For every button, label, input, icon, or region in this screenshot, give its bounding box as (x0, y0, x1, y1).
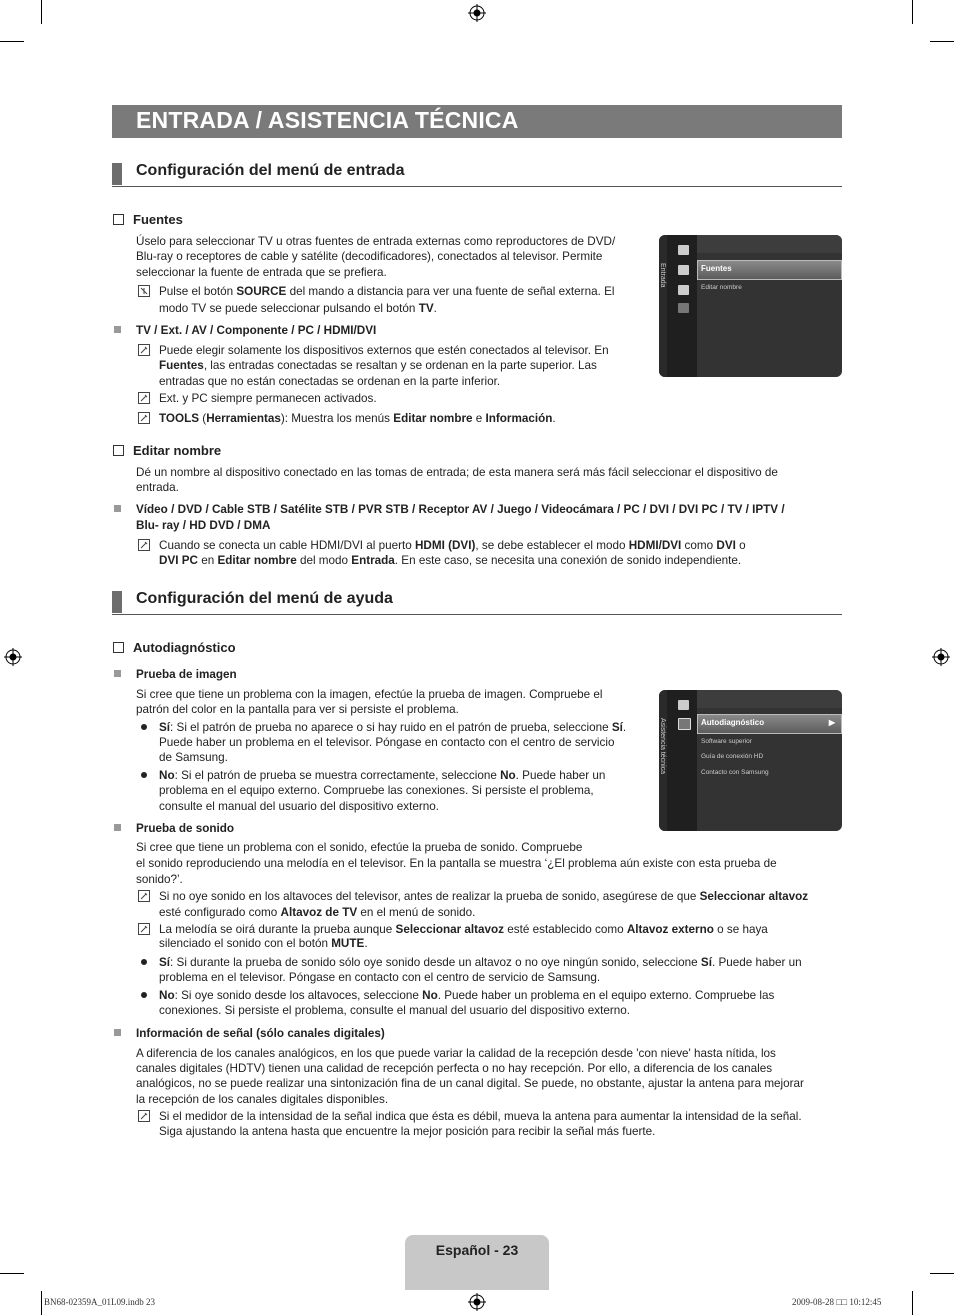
note-line: Pulse el botón SOURCE del mando a distancia para ver una fuente de señal externa. El (159, 285, 615, 298)
app-icon (678, 700, 689, 710)
section-marker (112, 591, 122, 613)
page-title: ENTRADA / ASISTENCIA TÉCNICA (136, 107, 519, 133)
paragraph-line: Blu-ray o receptores de cable y satélite (decodificadores), conectados al televisor. Permite (136, 250, 603, 263)
paragraph-line: Úselo para seleccionar TV u otras fuentes de entrada externas como reproductores de DVD/ (136, 235, 616, 248)
note-line: entradas que no están conectadas se ordenan en la parte inferior. (159, 375, 501, 388)
subsection-editar (113, 443, 221, 458)
tv-menu-screenshot (659, 690, 842, 831)
page-title-bar (112, 105, 842, 138)
note-line: Siga ajustando la antena hasta que encuentre la mejor posición para recibir la señal más fuerte. (159, 1125, 656, 1138)
bullet-line: No: Si el patrón de prueba se muestra correctamente, seleccione No. Puede haber un (159, 769, 606, 782)
menu-item: Guía de conexión HD (701, 753, 764, 760)
note-line: TOOLS (Herramientas): Muestra los menús Editar nombre e Información. (159, 412, 556, 425)
subsection-fuentes (113, 212, 183, 227)
crop-mark (0, 41, 24, 42)
app-icon (678, 285, 689, 295)
bullet-dot (141, 772, 147, 778)
crop-mark (912, 1291, 913, 1315)
section-heading (112, 590, 842, 615)
menu-item-selected: Autodiagnóstico ▶ (697, 714, 842, 734)
paragraph-line: canales digitales (HDTV) tienen una calidad de recepción perfecta o no hay recepción. Por ello, a diferencia de los canales (136, 1062, 773, 1075)
paragraph-line: sonido?’. (136, 873, 183, 886)
help-icon (678, 303, 689, 313)
side-label: Asistencia técnica (659, 718, 666, 775)
note-line: Cuando se conecta un cable HDMI/DVI al puerto HDMI (DVI), se debe establecer el modo HDMI/DVI como DVI o (159, 539, 746, 552)
note-line: Ext. y PC siempre permanecen activados. (159, 392, 377, 405)
section-marker (112, 163, 122, 185)
bullet-line: consulte el manual del usuario del dispositivo externo. (159, 800, 440, 813)
menu-item: Editar nombre (701, 284, 742, 291)
subsection-title: Fuentes (133, 212, 183, 227)
bold-item: Prueba de sonido (136, 822, 235, 835)
registration-mark-icon (468, 4, 486, 22)
subsection-title: Autodiagnóstico (133, 640, 236, 655)
checkbox-icon (113, 642, 124, 653)
note-line: Puede elegir solamente los dispositivos externos que estén conectados al televisor. En (159, 344, 609, 357)
note-icon (138, 923, 150, 935)
help-icon (678, 718, 691, 730)
registration-mark-icon (932, 648, 950, 666)
note-icon (138, 1110, 150, 1122)
registration-mark-icon (4, 648, 22, 666)
bullet-line: conexiones. Si persiste el problema, consulte el manual del usuario del dispositivo externo. (159, 1004, 631, 1017)
note-line: Si no oye sonido en los altavoces del televisor, antes de realizar la prueba de sonido, asegúrese de que Seleccionar altavoz (159, 890, 809, 903)
note-line: Si el medidor de la intensidad de la señal indica que ésta es débil, mueva la antena para aumentar la intensidad de la señal. (159, 1110, 802, 1123)
bullet-line: problema en el televisor. Póngase en contacto con el centro de servicio de Samsung. (159, 971, 601, 984)
note-icon (138, 539, 150, 551)
print-file-info: BN68-02359A_01L09.indb 23 (44, 1297, 155, 1307)
bold-item: Blu- ray / HD DVD / DMA (136, 519, 271, 532)
checkbox-icon (113, 445, 124, 456)
page-number-tab (405, 1235, 549, 1290)
note-line: esté configurado como Altavoz de TV en el menú de sonido. (159, 906, 476, 919)
square-bullet-icon (114, 1029, 121, 1036)
crop-mark (930, 41, 954, 42)
paragraph-line: seleccionar la fuente de entrada que se prefiera. (136, 266, 387, 279)
side-label: Entrada (659, 263, 666, 288)
crop-mark (41, 1291, 42, 1315)
note-line: modo TV se puede seleccionar pulsando el botón TV. (159, 302, 437, 315)
bullet-line: Puede haber un problema en el televisor. Póngase en contacto con el centro de servicio (159, 736, 615, 749)
note-icon (138, 890, 150, 902)
input-icon (678, 265, 689, 275)
paragraph-line: entrada. (136, 481, 179, 494)
section-heading (112, 162, 842, 187)
paragraph-line: el sonido reproduciendo una melodía en el televisor. En la pantalla se muestra ‘¿El problema aún existe con esta prueba de (136, 857, 777, 870)
bold-item: Prueba de imagen (136, 668, 237, 681)
print-date-info: 2009-08-28 □□ 10:12:45 (792, 1297, 882, 1307)
menu-item: Software superior (701, 738, 752, 745)
bullet-line: No: Si oye sonido desde los altavoces, seleccione No. Puede haber un problema en el equipo externo. Compruebe las (159, 989, 775, 1002)
bullet-dot (141, 992, 147, 998)
checkbox-icon (113, 214, 124, 225)
bullet-line: problema en el equipo externo. Compruebe las conexiones. Si persiste el problema, (159, 784, 594, 797)
note-line: silenciado el sonido con el botón MUTE. (159, 937, 368, 950)
note-icon (138, 344, 150, 356)
square-bullet-icon (114, 670, 121, 677)
menu-item: Contacto con Samsung (701, 769, 769, 776)
note-icon (138, 392, 150, 404)
bullet-line: Sí: Si durante la prueba de sonido sólo oye sonido desde un altavoz o no oye ningún sonido, seleccione Sí. Puede haber un (159, 956, 802, 969)
subsection-title: Editar nombre (133, 443, 222, 458)
remote-note-icon (138, 285, 150, 297)
bold-item: Vídeo / DVD / Cable STB / Satélite STB / PVR STB / Receptor AV / Juego / Videocámara / PC / DVI / DVI PC / TV / IPTV / (136, 503, 785, 516)
paragraph-line: Si cree que tiene un problema con el sonido, efectúe la prueba de sonido. Compruebe (136, 841, 583, 854)
bold-item: TV / Ext. / AV / Componente / PC / HDMI/DVI (136, 324, 377, 337)
square-bullet-icon (114, 824, 121, 831)
paragraph-line: A diferencia de los canales analógicos, en los que puede variar la calidad de la recepción desde 'con nieve' hasta nítida, los (136, 1047, 776, 1060)
paragraph-line: patrón del color en la pantalla para ver si persiste el problema. (136, 703, 459, 716)
paragraph-line: la recepción de los canales digitales disponibles. (136, 1093, 389, 1106)
crop-mark (41, 0, 42, 24)
paragraph-line: Dé un nombre al dispositivo conectado en las tomas de entrada; de esta manera será más fácil seleccionar el dispositivo de (136, 466, 778, 479)
paragraph-line: Si cree que tiene un problema con la imagen, efectúe la prueba de imagen. Compruebe el (136, 688, 603, 701)
note-line: La melodía se oirá durante la prueba aunque Seleccionar altavoz esté establecido como Altavoz externo o se haya (159, 923, 768, 936)
registration-mark-icon (468, 1293, 486, 1311)
note-icon (138, 412, 150, 424)
menu-item-selected: Fuentes (697, 260, 842, 280)
paragraph-line: analógicos, no se puede realizar una sintonización fina de un canal digital. Se puede, no obstante, ajustar la antena para mejorar (136, 1077, 804, 1090)
setup-icon (678, 245, 689, 255)
bullet-dot (141, 959, 147, 965)
tv-menu-screenshot (659, 235, 842, 377)
bullet-line: de Samsung. (159, 751, 228, 764)
bullet-dot (141, 724, 147, 730)
note-line: DVI PC en Editar nombre del modo Entrada. En este caso, se necesita una conexión de sonido independiente. (159, 554, 742, 567)
section-title: Configuración del menú de entrada (136, 162, 405, 179)
bold-item: Información de señal (sólo canales digitales) (136, 1027, 385, 1040)
crop-mark (0, 1273, 24, 1274)
subsection-autodiagnostico (113, 640, 236, 655)
page-number: Español - 23 (435, 1242, 519, 1258)
note-line: Fuentes, las entradas conectadas se resaltan y se ordenan en la parte superior. Las (159, 359, 597, 372)
square-bullet-icon (114, 326, 121, 333)
crop-mark (930, 1273, 954, 1274)
bullet-line: Sí: Si el patrón de prueba no aparece o si hay ruido en el patrón de prueba, seleccione Sí. (159, 721, 627, 734)
square-bullet-icon (114, 505, 121, 512)
crop-mark (912, 0, 913, 24)
section-title: Configuración del menú de ayuda (136, 590, 393, 607)
